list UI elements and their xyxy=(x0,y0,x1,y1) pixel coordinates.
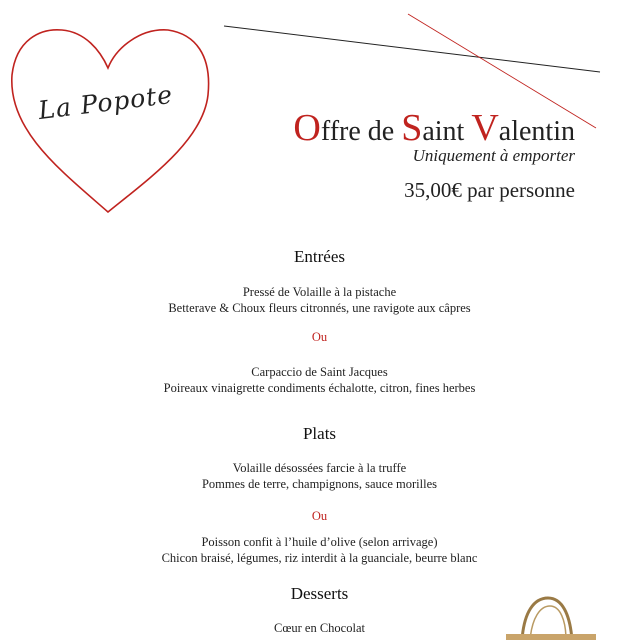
or-separator: Ou xyxy=(311,509,328,523)
price: 35,00€ par personne xyxy=(404,178,575,202)
section-heading-plats: Plats xyxy=(302,424,337,443)
or-separator: Ou xyxy=(311,330,328,344)
dish-entree-2-name: Carpaccio de Saint Jacques xyxy=(251,365,388,379)
dish-plat-2-name: Poisson confit à l’huile d’olive (selon arrivage) xyxy=(201,535,438,549)
section-heading-entrees: Entrées xyxy=(294,247,345,266)
dish-entree-1-name: Pressé de Volaille à la pistache xyxy=(242,285,397,299)
dish-plat-2-desc: Chicon braisé, légumes, riz interdit à la guanciale, beurre blanc xyxy=(161,551,478,565)
dish-plat-1-desc: Pommes de terre, champignons, sauce morilles xyxy=(201,477,437,491)
dish-entree-2-desc: Poireaux vinaigrette condiments échalotte, citron, fines herbes xyxy=(163,381,476,395)
section-heading-desserts: Desserts xyxy=(290,584,349,603)
dish-plat-1-name: Volaille désossées farcie à la truffe xyxy=(232,461,407,475)
dish-dessert-1-name: Cœur en Chocolat xyxy=(274,621,365,635)
subtitle: Uniquement à emporter xyxy=(412,146,575,165)
dish-entree-1-desc: Betterave & Choux fleurs citronnés, une ravigote aux câpres xyxy=(168,301,471,315)
page-title: Offre de Saint Valentin xyxy=(293,107,575,149)
brand-logo: La Popote xyxy=(36,79,175,126)
